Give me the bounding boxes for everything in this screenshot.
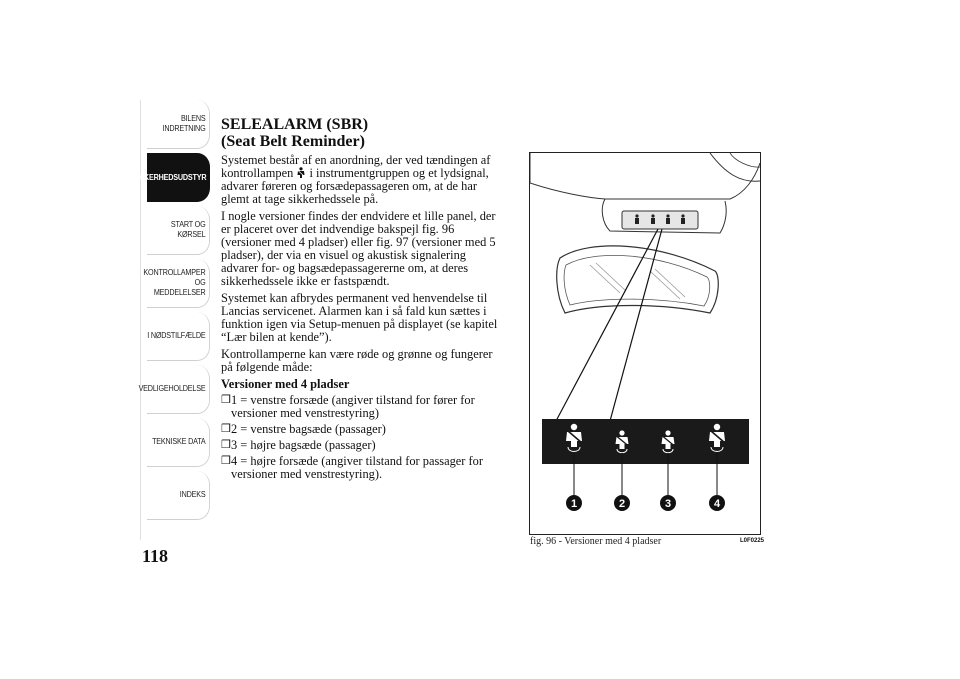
tab-i-nodstilfaelde[interactable] [147,312,210,361]
paragraph-1 [221,154,503,206]
tab-bilens-indretning[interactable] [147,100,210,149]
figure-illustration [530,153,760,534]
subheading: Versioner med 4 pladser [221,377,350,391]
number-badge-1 [566,495,582,511]
tab-label: TEKNISKE DATA [152,437,206,446]
tab-label: I NØDSTILFÆLDE [147,331,206,340]
paragraph-1-end: i instrumentgruppen og et lydsignal, advarer føreren og forsædepassageren om, at de har glemt at tage sikkerhedssele på. [221,166,489,206]
badge-4-label: 4 [713,498,721,510]
heading-line-1: SELEALARM (SBR) [221,116,369,133]
list-item [221,439,503,452]
checkbox-bullet: ❒ [221,423,231,435]
tab-label: VEDLIGEHOLDELSE [138,384,206,393]
tab-label: START OG KØRSEL [170,220,206,239]
sbr-panel-small [622,211,698,229]
list-item-text: 1 = venstre forsæde (angiver tilstand for fører for versioner med venstrestyring) [231,393,475,420]
list-item [221,423,503,436]
figure-code: L0F0225 [740,538,765,544]
seatbelt-warning-icon [296,167,306,178]
badge-3-label: 3 [664,498,672,510]
text-column [221,116,503,484]
tab-label: BILENS INDRETNING [162,114,206,133]
tab-vedligeholdelse[interactable] [138,365,210,414]
paragraph-4: Kontrollamperne kan være røde og grønne og fungerer på følgende måde: [221,347,493,374]
figure-caption: fig. 96 - Versioner med 4 pladser [530,536,662,547]
tab-indeks[interactable] [147,471,210,520]
list-item-text: 4 = højre forsæde (angiver tilstand for passager for versioner med venstrestyring). [231,454,483,481]
checkbox-bullet: ❒ [221,455,231,467]
number-badge-4 [709,495,725,511]
badge-1-label: 1 [570,498,578,510]
chapter-tabs [132,100,210,524]
number-badge-3 [660,495,676,511]
tab-tekniske-data[interactable] [147,418,210,467]
checkbox-bullet: ❒ [221,439,231,451]
checkbox-bullet: ❒ [221,394,231,406]
tab-label: KONTROLLAMPER OG MEDDELELSER [143,268,206,297]
list-item [221,455,503,481]
section-heading [221,116,503,150]
tab-kontrollamper[interactable] [143,259,210,308]
page-number: 118 [142,546,169,566]
figure-96 [529,152,761,535]
paragraph-1-start: Systemet består af en anordning, der ved tændingen af kontrollampen [221,153,491,180]
tab-sikkerhedsudstyr[interactable] [132,153,210,202]
badge-2-label: 2 [618,498,626,510]
heading-line-2: (Seat Belt Reminder) [221,133,365,150]
tab-label: INDEKS [179,490,206,499]
list-item [221,394,503,420]
paragraph-3: Systemet kan afbrydes permanent ved henvendelse til Lancias servicenet. Alarmen kan i så fald kun sættes i funktion igen via Setup-menuen på displayet (se kapitel “Lær bilen at kende”). [221,291,498,344]
list-item-text: 3 = højre bagsæde (passager) [231,438,376,452]
tab-start-og-korsel[interactable] [147,206,210,255]
tab-label: SIKKERHEDSUDSTYR [132,172,207,182]
paragraph-2: I nogle versioner findes der endvidere et lille panel, der er placeret over det indvendige bakspejl fig. 96 (versioner med 4 pladser) eller fig. 97 (versioner med 5 pladser), der via en visuel og akustisk signalering advarer for- og bagsædepassagererne om, at deres sikkerhedssele ikke er fastspændt. [221,209,496,288]
list-item-text: 2 = venstre bagsæde (passager) [231,422,386,436]
number-badge-2 [614,495,630,511]
